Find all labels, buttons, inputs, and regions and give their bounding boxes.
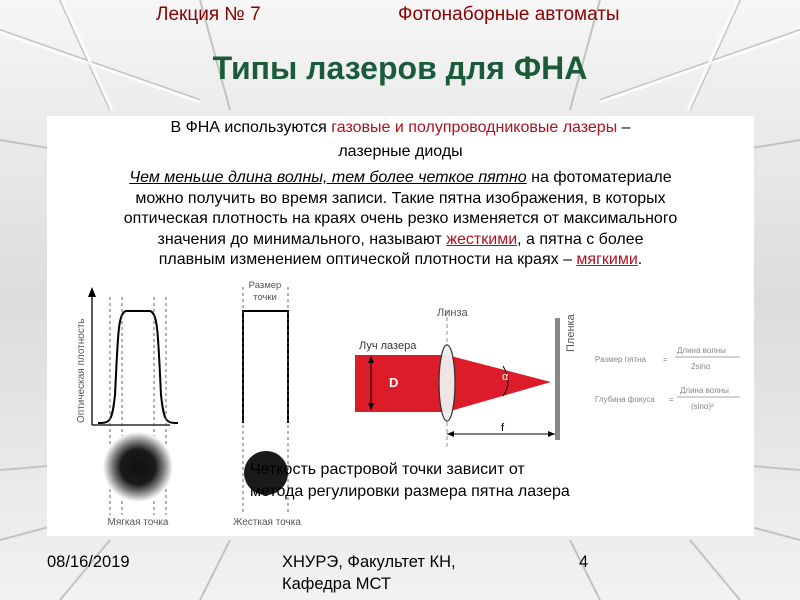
footer-faculty: ХНУРЭ, Факультет КН, [282, 553, 456, 571]
svg-text:(sinα)²: (sinα)² [691, 402, 714, 411]
intro-line-1 [47, 118, 754, 139]
slide-title: Типы лазеров для ФНА [212, 50, 588, 86]
footer-page-number: 4 [579, 553, 589, 571]
spot-regulation-note [250, 459, 570, 503]
lens-label: Линза [437, 307, 468, 319]
footer-date: 08/16/2019 [47, 553, 130, 571]
body-line-3: оптическая плотность на краях очень резко изменяется от максимального [123, 210, 678, 227]
lecture-number: Лекция № 7 [156, 4, 261, 25]
dot-size-label-2: точки [253, 292, 277, 303]
body-line-5b: . [637, 251, 643, 268]
body-line-2: можно получить во время записи. Такие пятна изображения, в которых [135, 189, 666, 207]
svg-text:Длина волны: Длина волны [677, 346, 726, 355]
film [555, 318, 560, 440]
soft-dot [103, 432, 173, 502]
note-line-2: метода регулировки размера пятна лазера [250, 483, 570, 500]
body-line-1-rest: на фотоматериале [526, 169, 672, 186]
body-line-4 [47, 230, 754, 251]
body-line-4a: значения до минимального, называют [157, 230, 447, 248]
svg-text:Глубина фокуса: Глубина фокуса [595, 395, 655, 404]
body-line-1 [47, 168, 754, 189]
hard-dot-caption: Жесткая точка [233, 517, 301, 528]
dot-size-label-1: Размер [248, 280, 282, 291]
y-axis-label: Оптическая плотность [76, 318, 87, 423]
body-line-5a: плавным изменением оптической плотности на краях – [158, 251, 577, 268]
note-line-1: Четкость растровой точки зависит от [250, 461, 525, 478]
svg-text:=: = [663, 355, 668, 364]
laser-optics-diagram [355, 300, 750, 450]
laser-beam-label: Луч лазера [359, 340, 417, 352]
formula-focus-depth [595, 386, 740, 411]
soft-dot-caption: Мягкая точка [107, 517, 169, 528]
beam-diameter-label: D [389, 375, 399, 390]
footer-organization [282, 551, 456, 595]
alpha-angle-label: α [502, 371, 509, 383]
svg-text:Длина волны: Длина волны [680, 386, 729, 395]
hard-profile-curve [243, 311, 288, 423]
lecture-topic: Фотонаборные автоматы [398, 4, 620, 25]
intro-suffix: – [617, 119, 631, 136]
film-label: Пленка [565, 314, 577, 352]
footer-department: Кафедра МСТ [282, 575, 391, 593]
hard-spots-link[interactable]: жесткими [446, 230, 518, 248]
focal-arrow-left-icon [447, 431, 454, 437]
lens [439, 345, 455, 421]
intro-line-2: лазерные диоды [338, 143, 463, 160]
svg-text:=: = [669, 395, 674, 404]
formula-spot-size [595, 346, 740, 371]
body-line-4b: , а пятна с более [517, 230, 644, 248]
wavelength-statement: Чем меньше длина волны, тем более четкое пятно [129, 169, 527, 186]
focal-length-label: f [501, 422, 505, 434]
laser-types-highlight: газовые и полупроводниковые лазеры [331, 119, 618, 136]
intro-prefix: В ФНА используются [170, 119, 332, 136]
soft-spots-link[interactable]: мягкими [576, 251, 638, 268]
body-line-5 [47, 250, 754, 271]
svg-text:2sinα: 2sinα [691, 362, 711, 371]
svg-text:Размер пятна: Размер пятна [595, 355, 646, 364]
focal-arrow-right-icon [548, 431, 555, 437]
y-axis-arrow-icon [88, 287, 96, 297]
